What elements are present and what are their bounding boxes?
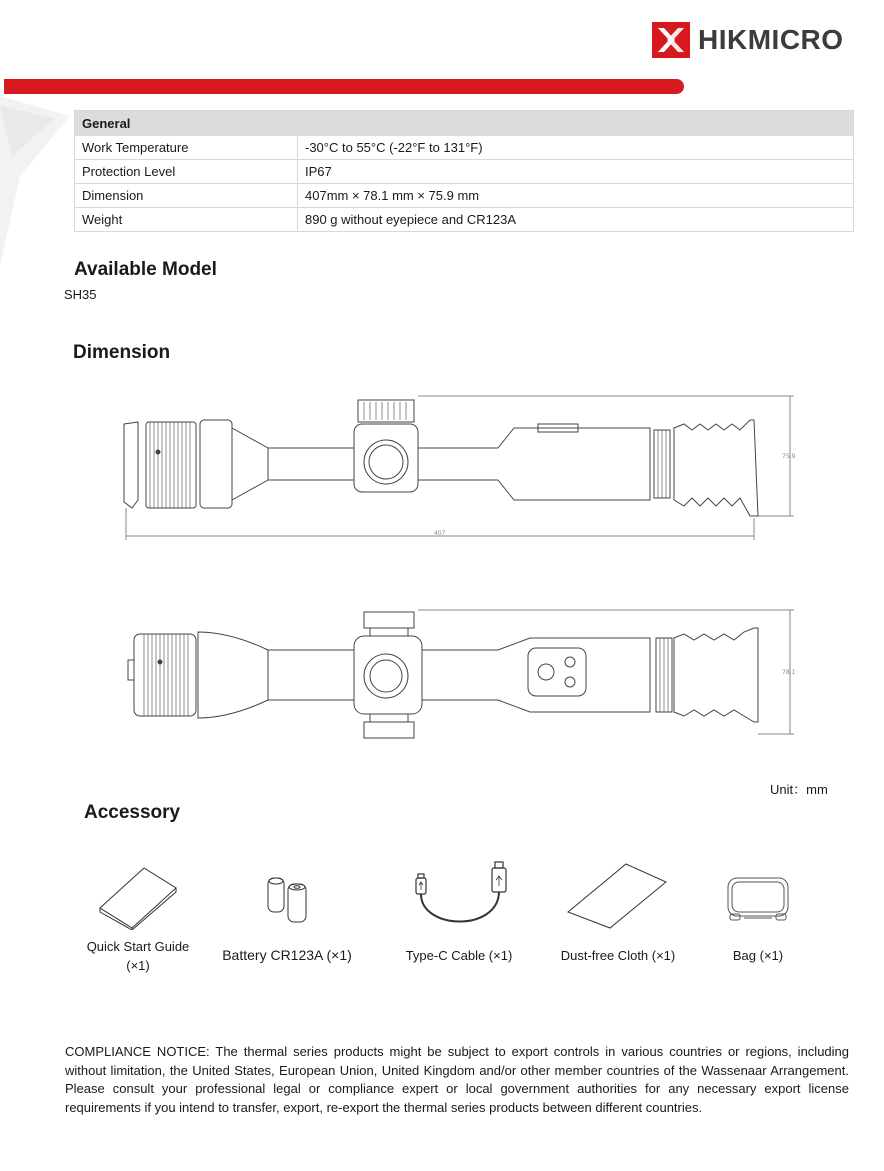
- accessory-label-battery: Battery CR123A (×1): [222, 947, 352, 963]
- booklet-icon: [96, 864, 180, 930]
- accessory-label-cable: Type-C Cable (×1): [405, 948, 513, 963]
- available-model-heading: Available Model: [74, 259, 217, 280]
- hikmicro-logo-icon: [652, 22, 690, 58]
- accessory-label-bag: Bag (×1): [732, 948, 784, 963]
- side-length-label: 407: [434, 530, 446, 537]
- model-name: SH35: [64, 287, 97, 302]
- spec-value: 407mm × 78.1 mm × 75.9 mm: [298, 184, 854, 208]
- spec-section-title: General: [75, 111, 854, 136]
- top-height-label: 78.1: [782, 669, 796, 676]
- battery-icon: [264, 874, 312, 924]
- spec-label: Work Temperature: [75, 136, 298, 160]
- spec-value: -30°C to 55°C (-22°F to 131°F): [298, 136, 854, 160]
- scope-side-view-drawing: [118, 388, 808, 540]
- spec-table: [74, 110, 854, 232]
- usb-cable-icon: [410, 860, 510, 936]
- spec-row: [75, 184, 854, 208]
- accessory-qty: (×1): [126, 958, 150, 973]
- spec-table-header: [75, 111, 854, 136]
- spec-label: Protection Level: [75, 160, 298, 184]
- dimension-heading: Dimension: [73, 342, 171, 363]
- spec-row: [75, 136, 854, 160]
- header-red-bar: [4, 79, 684, 94]
- spec-value: IP67: [298, 160, 854, 184]
- bag-icon: [724, 872, 792, 924]
- brand-name: HIKMICRO: [698, 24, 844, 55]
- accessory-name: Quick Start Guide: [86, 939, 190, 954]
- scope-top-view-drawing: [118, 604, 808, 746]
- spec-value: 890 g without eyepiece and CR123A: [298, 208, 854, 232]
- accessory-label-guide: [78, 937, 198, 975]
- cloth-icon: [566, 862, 668, 930]
- side-height-label: 75.9: [782, 453, 796, 460]
- compliance-notice: COMPLIANCE NOTICE: The thermal series products might be subject to export controls in various countries or regions, including without limitation, the United States, European Union, United Kingdom and/or other member countries of the Wassenaar Arrangement. Please consult your professional legal or compliance expert or local government authorities for any necessary export license requirements if you intend to transfer, export, re-export the thermal series products between different countries.: [65, 1044, 849, 1115]
- accessory-label-cloth: Dust-free Cloth (×1): [560, 948, 676, 963]
- spec-row: [75, 208, 854, 232]
- spec-label: Weight: [75, 208, 298, 232]
- decorative-arrow-shape: [0, 96, 70, 266]
- unit-label: Unit：mm: [770, 782, 828, 797]
- accessory-heading: Accessory: [84, 802, 181, 823]
- spec-label: Dimension: [75, 184, 298, 208]
- spec-row: [75, 160, 854, 184]
